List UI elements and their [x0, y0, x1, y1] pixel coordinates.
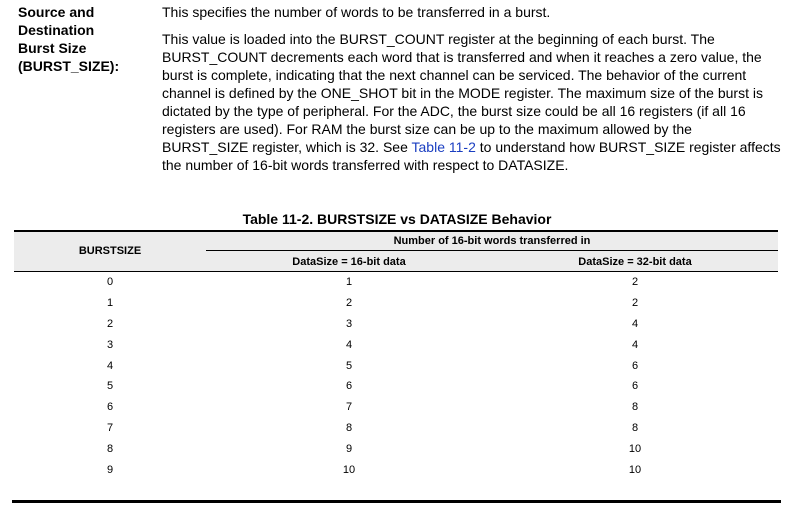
term-line: (BURST_SIZE): — [18, 58, 120, 74]
words-32-cell: 10 — [628, 463, 642, 476]
burstsize-cell: 5 — [106, 380, 114, 393]
words-16-cell: 7 — [345, 401, 353, 414]
burstsize-cell: 0 — [106, 276, 114, 289]
words-32-cell: 6 — [631, 380, 639, 393]
table-row — [14, 355, 778, 376]
words-32-cell: 2 — [631, 297, 639, 310]
datasize-16-header: DataSize = 16-bit data — [292, 255, 406, 268]
words-32-cell: 4 — [631, 338, 639, 351]
table-row — [14, 418, 778, 439]
burstsize-cell: 7 — [106, 421, 114, 434]
table-row — [14, 459, 778, 480]
burstsize-cell: 1 — [106, 297, 114, 310]
paragraph-text: to understand how BURST_SIZE register affects the number of 16-bit words transferred with respect to DATASIZE. — [162, 139, 781, 173]
words-32-cell: 8 — [631, 401, 639, 414]
term-line: Destination — [18, 22, 95, 38]
definition-paragraph: This specifies the number of words to be transferred in a burst. — [162, 4, 551, 20]
table-row — [14, 334, 778, 355]
term-line: Burst Size — [18, 40, 87, 56]
table-body — [14, 272, 778, 480]
words-32-cell: 6 — [631, 359, 639, 372]
paragraph-text: This value is loaded into the BURST_COUNT register at the beginning of each burst. The BURST_COUNT decrements each word that is transferred and when it reaches a zero value, the burst is complete, indicating that the next channel can be serviced. The behavior of the current channel is defined by the ONE_SHOT bit in the MODE register. The maximum size of the burst is dictated by the type of peripheral. For the ADC, the burst size could be all 16 registers (if all 16 registers are used). For RAM the burst size can be up to the maximum allowed by the BURST_SIZE register, which is 32. See — [162, 31, 763, 155]
words-32-cell: 8 — [631, 421, 639, 434]
definition-description — [162, 3, 782, 174]
datasize-32-header: DataSize = 32-bit data — [578, 255, 692, 268]
words-16-cell: 1 — [345, 276, 353, 289]
term-line: Source and — [18, 4, 95, 20]
words-16-cell: 5 — [345, 359, 353, 372]
burstsize-cell: 6 — [106, 401, 114, 414]
page-bottom-rule — [12, 500, 781, 503]
words-16-cell: 6 — [345, 380, 353, 393]
table-row — [14, 293, 778, 314]
words-16-cell: 10 — [342, 463, 356, 476]
words-32-cell: 2 — [631, 276, 639, 289]
table-row — [14, 272, 778, 293]
words-32-cell: 10 — [628, 442, 642, 455]
words-16-cell: 2 — [345, 297, 353, 310]
table-row — [14, 438, 778, 459]
words-transferred-header: Number of 16-bit words transferred in — [393, 235, 591, 247]
table-row — [14, 397, 778, 418]
burstsize-cell: 8 — [106, 442, 114, 455]
burstsize-cell: 4 — [106, 359, 114, 372]
words-16-cell: 9 — [345, 442, 353, 455]
burstsize-header: BURSTSIZE — [78, 245, 142, 257]
words-16-cell: 3 — [345, 317, 353, 330]
table-title: Table 11-2. BURSTSIZE vs DATASIZE Behavior — [242, 211, 552, 227]
burstsize-cell: 9 — [106, 463, 114, 476]
definition-paragraph — [162, 30, 782, 174]
words-16-cell: 8 — [345, 421, 353, 434]
table-reference-link[interactable]: Table 11-2 — [411, 139, 476, 155]
burstsize-cell: 2 — [106, 317, 114, 330]
words-32-cell: 4 — [631, 317, 639, 330]
burstsize-cell: 3 — [106, 338, 114, 351]
table-row — [14, 314, 778, 335]
words-16-cell: 4 — [345, 338, 353, 351]
table-row — [14, 376, 778, 397]
definition-term — [18, 3, 158, 75]
